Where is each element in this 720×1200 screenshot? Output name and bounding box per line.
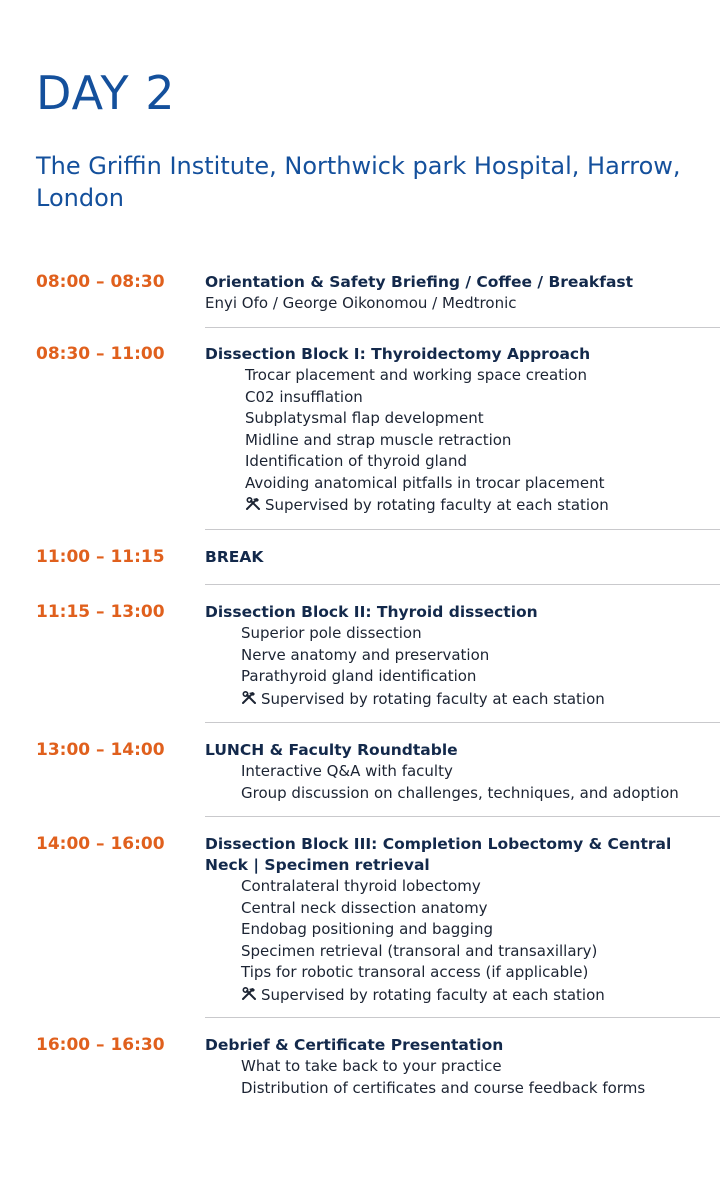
session-content [205, 1035, 715, 1099]
session-content [205, 602, 715, 710]
list-item: Interactive Q&A with faculty [241, 762, 453, 780]
list-item: Subplatysmal flap development [245, 409, 484, 427]
list-item: Central neck dissection anatomy [241, 898, 488, 917]
session-content [205, 344, 715, 516]
divider [205, 327, 720, 328]
list-item: Parathyroid gland identification [241, 667, 477, 685]
session-title: Dissection Block I: Thyroidectomy Approach [205, 345, 591, 363]
list-item: Identification of thyroid gland [245, 452, 467, 470]
list-item: Superior pole dissection [241, 624, 422, 642]
hammer-wrench-icon [245, 497, 261, 511]
note-text: Supervised by rotating faculty at each station [265, 496, 609, 514]
supervision-note [205, 688, 715, 710]
session-time: 13:00 – 14:00 [36, 740, 165, 760]
divider [205, 584, 720, 585]
session-content [205, 740, 715, 804]
supervision-note [205, 984, 715, 1006]
session-content [205, 834, 715, 1006]
list-item: Specimen retrieval (transoral and transaxillary) [241, 941, 598, 960]
session-content [205, 272, 715, 314]
list-item: Trocar placement and working space creation [245, 366, 587, 384]
list-item: Distribution of certificates and course feedback forms [241, 1078, 646, 1097]
session-time: 08:30 – 11:00 [36, 344, 165, 364]
session-title: Orientation & Safety Briefing / Coffee / Breakfast [205, 273, 634, 291]
list-item: Avoiding anatomical pitfalls in trocar placement [245, 473, 605, 492]
session-time: 08:00 – 08:30 [36, 272, 165, 292]
session-title: Debrief & Certificate Presentation [205, 1036, 504, 1054]
note-text: Supervised by rotating faculty at each station [261, 985, 605, 1004]
note-text: Supervised by rotating faculty at each station [261, 689, 605, 708]
session-title: Dissection Block III: Completion Lobectomy & Central Neck | Specimen retrieval [205, 835, 672, 874]
session-time: 11:15 – 13:00 [36, 602, 165, 622]
session-title: LUNCH & Faculty Roundtable [205, 741, 458, 759]
session-speakers: Enyi Ofo / George Oikonomou / Medtronic [205, 294, 517, 312]
divider [205, 816, 720, 817]
venue-subtitle: The Griffin Institute, Northwick park Hospital, Harrow, London [36, 152, 681, 212]
supervision-note [205, 494, 715, 516]
session-time: 16:00 – 16:30 [36, 1035, 165, 1055]
list-item: Tips for robotic transoral access (if applicable) [241, 963, 589, 981]
session-time: 11:00 – 11:15 [36, 547, 165, 567]
list-item: Endobag positioning and bagging [241, 920, 494, 938]
session-title: BREAK [205, 548, 264, 566]
divider [205, 722, 720, 723]
list-item: Group discussion on challenges, techniques, and adoption [241, 783, 679, 802]
list-item: Nerve anatomy and preservation [241, 645, 490, 664]
list-item: What to take back to your practice [241, 1057, 502, 1075]
hammer-wrench-icon [241, 691, 257, 705]
list-item: Contralateral thyroid lobectomy [241, 877, 481, 895]
session-title: Dissection Block II: Thyroid dissection [205, 603, 538, 621]
hammer-wrench-icon [241, 987, 257, 1001]
page-title: DAY 2 [36, 66, 176, 120]
list-item: Midline and strap muscle retraction [245, 430, 512, 449]
session-time: 14:00 – 16:00 [36, 834, 165, 854]
divider [205, 529, 720, 530]
list-item: C02 insufflation [245, 387, 363, 406]
session-content [205, 547, 715, 568]
divider [205, 1017, 720, 1018]
